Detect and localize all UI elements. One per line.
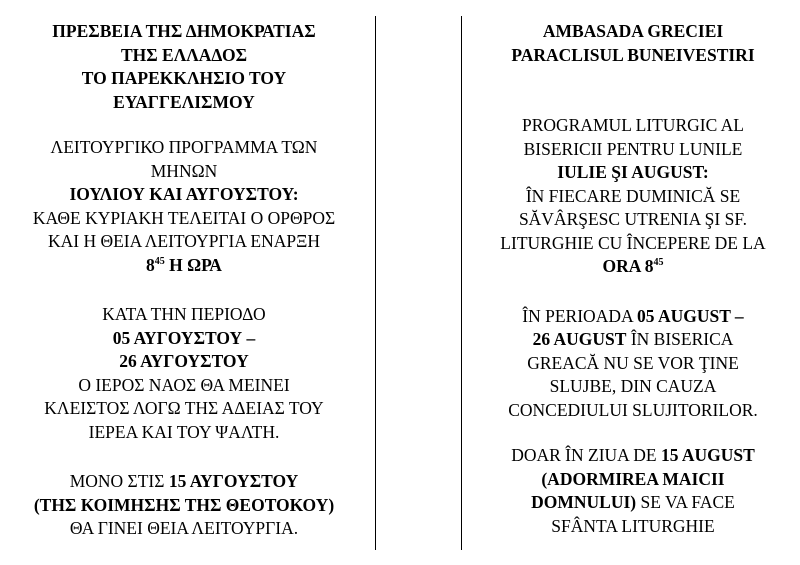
greek-start-time — [12, 254, 356, 278]
greek-time-suffix: Η ΩΡΑ — [164, 254, 222, 275]
greek-time-minutes: 45 — [154, 255, 165, 267]
greek-sunday-line: ΚΑΘΕ ΚΥΡΙΑΚΗ ΤΕΛΕΙΤΑΙ Ο ΟΡΘΡΟΣ — [32, 207, 336, 228]
greek-period-line: ΚΑΤΑ ΤΗΝ ΠΕΡΙΟΔΟ — [102, 304, 266, 324]
greek-period-date: 26 ΑΥΓΟΥΣΤΟΥ — [119, 351, 249, 371]
greek-final-line: ΘΑ ΓΙΝΕΙ ΘΕΙΑ ΛΕΙΤΟΥΡΓΙΑ. — [69, 518, 299, 538]
romanian-sunday-line: ÎN FIECARE DUMINICĂ SE — [525, 185, 741, 206]
romanian-feast: (ADORMIREA MAICII — [541, 468, 725, 489]
romanian-period-line — [476, 328, 790, 352]
romanian-program-line: BISERICII PENTRU LUNILE — [523, 138, 743, 159]
greek-feast: (ΤΗΣ ΚΟΙΜΗΣΗΣ ΤΗΣ ΘΕΟΤΟΚΟΥ) — [33, 494, 335, 515]
greek-column — [12, 20, 356, 541]
romanian-time-minutes: 45 — [653, 257, 664, 269]
romanian-only-line — [476, 444, 790, 468]
romanian-closed-line: SLUJBE, DIN CAUZA — [549, 376, 717, 396]
greek-time-hour: 8 — [146, 254, 155, 275]
romanian-period-suffix: ÎN BISERICA — [626, 329, 734, 349]
romanian-feast-line — [476, 491, 790, 515]
greek-months: ΙΟΥΛΙΟΥ ΚΑΙ ΑΥΓΟΥΣΤΟΥ: — [69, 184, 299, 204]
romanian-months: IULIE ŞI AUGUST: — [557, 162, 709, 182]
greek-only-prefix: ΜΟΝΟ ΣΤΙΣ — [69, 471, 169, 491]
greek-title-line: ΠΡΕΣΒΕΙΑ ΤΗΣ ΔΗΜΟΚΡΑΤΙΑΣ — [52, 21, 316, 41]
romanian-period-date: 26 AUGUST — [532, 329, 627, 349]
greek-program-line: ΛΕΙΤΟΥΡΓΙΚΟ ΠΡΟΓΡΑΜΜΑ ΤΩΝ — [50, 137, 318, 157]
greek-title-line: ΤΗΣ ΕΛΛΑΔΟΣ — [120, 44, 248, 65]
greek-sunday-line: ΚΑΙ Η ΘΕΙΑ ΛΕΙΤΟΥΡΓΙΑ ΕΝΑΡΞΗ — [47, 231, 321, 251]
column-divider-right — [461, 16, 462, 550]
column-divider-left — [375, 16, 376, 550]
romanian-only-prefix: DOAR ÎN ZIUA DE — [511, 445, 661, 465]
romanian-title-line: PARACLISUL BUNEIVESTIRI — [511, 44, 755, 65]
romanian-sunday-line: SĂVÂRŞESC UTRENIA ŞI SF. — [518, 209, 748, 229]
romanian-sunday-line — [476, 232, 790, 256]
romanian-sunday-text: LITURGHIE CU ÎNCEPERE DE LA — [500, 232, 766, 253]
romanian-feast-name: DOMNULUI) — [531, 492, 637, 512]
greek-closed-line: ΙΕΡΕΑ ΚΑΙ ΤΟΥ ΨΑΛΤΗ. — [88, 421, 280, 442]
romanian-period-date: 05 AUGUST – — [637, 305, 744, 326]
romanian-feast-suffix: SE VA FACE — [636, 492, 735, 512]
romanian-closed-line: GREACĂ NU SE VOR ŢINE — [527, 352, 739, 373]
romanian-time-label: ORA 8 — [602, 256, 654, 276]
greek-only-line — [12, 470, 356, 494]
greek-closed-line: ΚΛΕΙΣΤΟΣ ΛΟΓΩ ΤΗΣ ΑΔΕΙΑΣ ΤΟΥ — [44, 398, 324, 418]
greek-title-line: ΤΟ ΠΑΡΕΚΚΛΗΣΙΟ ΤΟΥ — [81, 68, 287, 88]
greek-only-date: 15 ΑΥΓΟΥΣΤΟΥ — [168, 471, 299, 491]
greek-program-line: ΜΗΝΩΝ — [150, 160, 218, 181]
romanian-title-line: AMBASADA GRECIEI — [542, 21, 724, 41]
romanian-final-line: SFÂNTA LITURGHIE — [551, 515, 715, 536]
romanian-only-date: 15 AUGUST — [660, 445, 755, 465]
romanian-program-line: PROGRAMUL LITURGIC AL — [522, 115, 744, 135]
romanian-column — [476, 20, 790, 538]
romanian-period-prefix: ÎN PERIOADA — [522, 305, 638, 326]
greek-closed-line: Ο ΙΕΡΟΣ ΝΑΟΣ ΘΑ ΜΕΙΝΕΙ — [78, 374, 290, 395]
greek-period-date: 05 ΑΥΓΟΥΣΤΟΥ – — [112, 327, 256, 348]
romanian-period-line — [476, 305, 790, 329]
greek-title-line: ΕΥΑΓΓΕΛΙΣΜΟΥ — [113, 91, 255, 112]
romanian-start-time — [476, 255, 790, 279]
romanian-closed-line: CONCEDIULUI SLUJITORILOR. — [508, 399, 758, 420]
